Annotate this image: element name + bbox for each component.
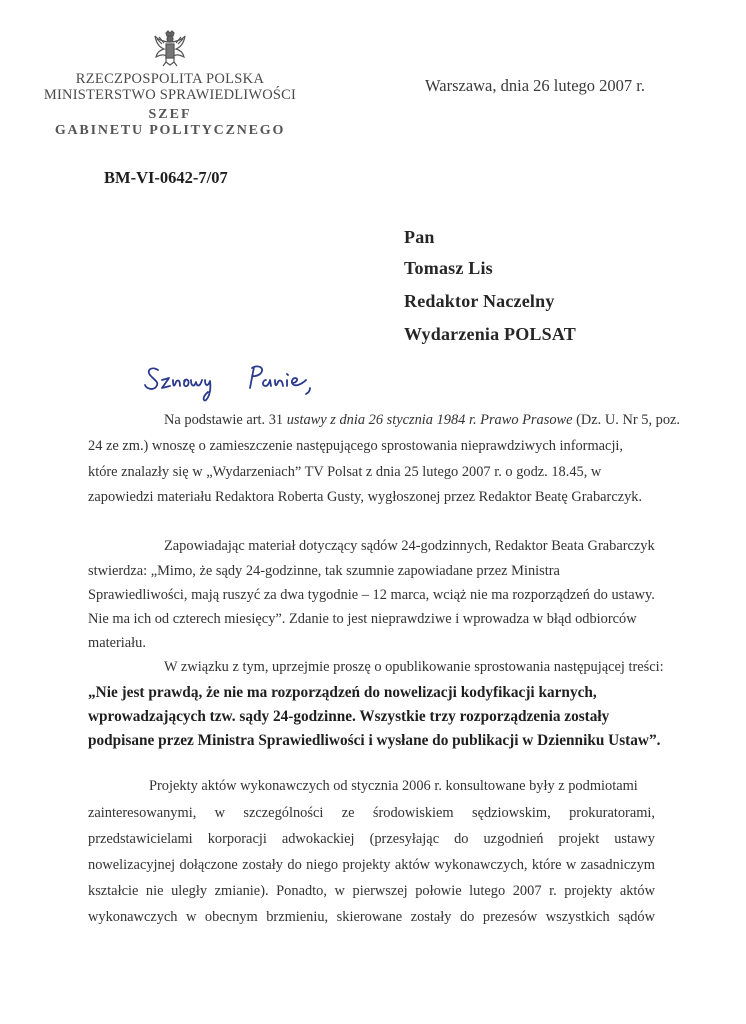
- paragraph-1-line-4: zapowiedzi materiału Redaktora Roberta Gusty, wygłoszonej przez Redaktor Beatę Grabarczyk.: [88, 489, 643, 505]
- eagle-emblem-icon: [153, 30, 187, 68]
- paragraph-4-line-2: zainteresowanymi, w szczególności ze środowiskiem sędziowskim, prokuratorami,: [88, 805, 655, 821]
- paragraph-2-line-3: Sprawiedliwości, mają ruszyć za dwa tygodnie – 12 marca, wciąż nie ma rozporządzeń do ustawy.: [88, 587, 655, 603]
- correction-line-2: wprowadzających tzw. sądy 24-godzinne. Wszystkie trzy rozporządzenia zostały: [88, 708, 610, 725]
- paragraph-1-line-1: [164, 412, 680, 429]
- paragraph-1-line-2: 24 ze zm.) wnoszę o zamieszczenie następującego sprostowania nieprawdziwych informacji,: [88, 438, 624, 454]
- recipient-outlet: Wydarzenia POLSAT: [404, 324, 576, 344]
- act-title: ustawy z dnia 26 stycznia 1984 r. Prawo Prasowe: [286, 412, 573, 428]
- correction-line-1: „Nie jest prawdą, że nie ma rozporządzeń do nowelizacji kodyfikacji karnych,: [88, 684, 597, 701]
- paragraph-4-line-6: wykonawczych w obecnym brzmieniu, skierowane zostały do prezesów wszystkich sądów: [88, 909, 655, 925]
- paragraph-4-line-4: nowelizacyjnej dołączone zostały do niego projekty aktów wykonawczych, które w zasadniczym: [88, 857, 655, 873]
- recipient-name: Tomasz Lis: [404, 258, 493, 278]
- paragraph-2-line-1: Zapowiadając materiał dotyczący sądów 24-godzinnych, Redaktor Beata Grabarczyk: [164, 538, 655, 554]
- header-country: RZECZPOSPOLITA POLSKA: [75, 71, 265, 87]
- paragraph-1-line-3: które znalazły się w „Wydarzeniach” TV Polsat z dnia 25 lutego 2007 r. o godz. 18.45, w: [88, 464, 602, 480]
- paragraph-2-line-2: stwierdza: „Mimo, że sądy 24-godzinne, tak szumnie zapowiadane przez Ministra: [88, 563, 560, 579]
- text-span: (Dz. U. Nr 5, poz.: [572, 412, 681, 428]
- recipient-position: Redaktor Naczelny: [404, 291, 555, 311]
- header-chief: SZEF: [148, 107, 192, 122]
- paragraph-4-line-3: przedstawicielami korporacji adwokackiej (przesyłając do uzgodnień projekt ustawy: [88, 831, 655, 847]
- paragraph-4-line-5: kształcie nie uległy zmianie). Ponadto, w pierwszej połowie lutego 2007 r. projekty aktów: [88, 883, 655, 899]
- text-span: Na podstawie art. 31: [164, 412, 287, 428]
- place-and-date: Warszawa, dnia 26 lutego 2007 r.: [425, 76, 645, 95]
- header-ministry: MINISTERSTWO SPRAWIEDLIWOŚCI: [43, 87, 297, 103]
- paragraph-4-line-1: Projekty aktów wykonawczych od stycznia 2006 r. konsultowane były z podmiotami: [149, 778, 638, 794]
- paragraph-3-line-1: W związku z tym, uprzejmie proszę o opublikowanie sprostowania następującej treści:: [164, 659, 664, 675]
- handwritten-salutation-icon: [142, 358, 382, 406]
- reference-number: BM-VI-0642-7/07: [104, 168, 228, 187]
- header-cabinet: GABINETU POLITYCZNEGO: [54, 123, 286, 138]
- recipient-salutation-word: Pan: [404, 227, 435, 247]
- correction-line-3: podpisane przez Ministra Sprawiedliwości i wysłane do publikacji w Dzienniku Ustaw”.: [88, 732, 661, 749]
- paragraph-2-line-4: Nie ma ich od czterech miesięcy”. Zdanie to jest nieprawdziwe i wprowadza w błąd odbiorców: [88, 611, 637, 627]
- paragraph-2-line-5: materiału.: [88, 635, 146, 651]
